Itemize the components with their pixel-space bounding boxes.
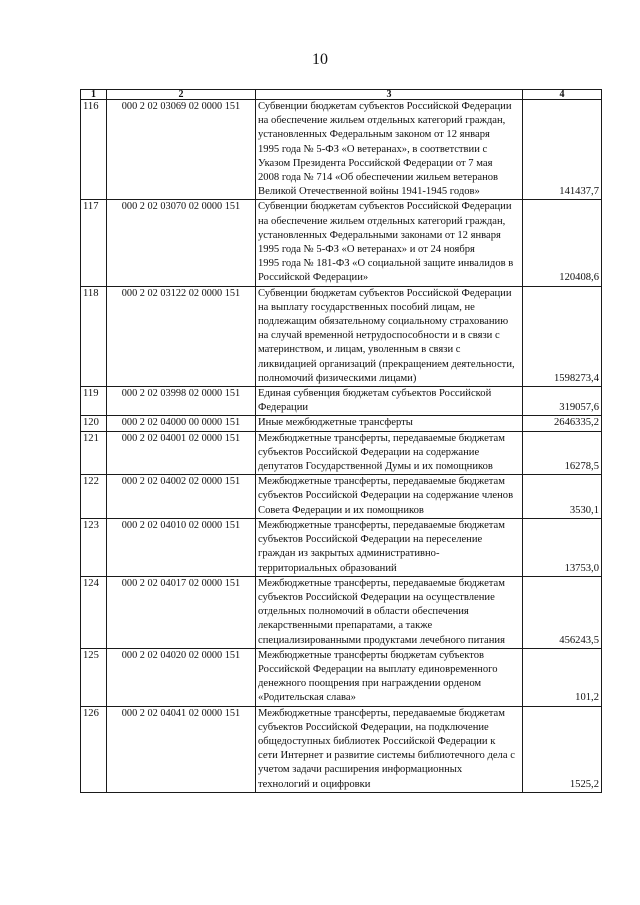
column-header-1: 1 [81, 90, 107, 100]
budget-code: 000 2 02 03122 02 0000 151 [107, 286, 256, 386]
item-name-line: субъектов Российской Федерации, на подключение [258, 721, 489, 733]
budget-code: 000 2 02 04010 02 0000 151 [107, 518, 256, 576]
item-name [256, 416, 523, 431]
row-number: 125 [81, 648, 107, 706]
row-number: 119 [81, 387, 107, 416]
item-name-line: специализированными продуктами лечебного питания [258, 634, 505, 646]
item-name [256, 576, 523, 648]
item-name-line: установленных Федеральными законами от 12 января [258, 229, 501, 241]
item-name-line: субъектов Российской Федерации на содержание членов [258, 490, 514, 502]
item-name-line: на выплату государственных пособий лицам, не [258, 301, 475, 313]
table-row [81, 518, 602, 576]
table-row [81, 475, 602, 519]
item-name-line: граждан из закрытых административно- [258, 548, 440, 560]
item-name-line: материнством, и лицам, уволенным в связи с [258, 344, 461, 356]
item-name-line: территориальных образований [258, 562, 397, 574]
row-number: 116 [81, 100, 107, 200]
table-row [81, 387, 602, 416]
item-name-line: Субвенции бюджетам субъектов Российской Федерации [258, 287, 512, 299]
row-number: 118 [81, 286, 107, 386]
item-name-line: Российской Федерации на выплату единовременного [258, 663, 498, 675]
amount: 120408,6 [523, 200, 602, 286]
row-number: 121 [81, 431, 107, 475]
table-row [81, 100, 602, 200]
item-name-line: Субвенции бюджетам субъектов Российской Федерации [258, 201, 512, 213]
item-name-line: Субвенции бюджетам субъектов Российской Федерации [258, 101, 512, 112]
amount: 16278,5 [523, 431, 602, 475]
item-name-line: Межбюджетные трансферты, передаваемые бюджетам [258, 476, 505, 488]
row-number: 120 [81, 416, 107, 431]
item-name-line: подлежащим обязательному социальному страхованию [258, 316, 509, 328]
budget-code: 000 2 02 04000 00 0000 151 [107, 416, 256, 431]
item-name-line: Межбюджетные трансферты, передаваемые бюджетам [258, 707, 505, 719]
item-name-line: технологий и оцифровки [258, 778, 371, 790]
item-name-line: ликвидацией организаций (прекращением деятельности, [258, 358, 515, 370]
item-name-line: Межбюджетные трансферты бюджетам субъектов [258, 649, 485, 661]
item-name-line: субъектов Российской Федерации на переселение [258, 534, 483, 546]
item-name-line: общедоступных библиотек Российской Федерации к [258, 735, 496, 747]
item-name-line: лекарственными препаратами, а также [258, 620, 433, 632]
budget-code: 000 2 02 04001 02 0000 151 [107, 431, 256, 475]
row-number: 123 [81, 518, 107, 576]
item-name-line: депутатов Государственной Думы и их помощников [258, 461, 493, 473]
item-name-line: Единая субвенция бюджетам субъектов Российской [258, 388, 492, 400]
item-name-line: сети Интернет и развитие системы библиотечного дела с [258, 750, 515, 762]
budget-code: 000 2 02 03998 02 0000 151 [107, 387, 256, 416]
item-name [256, 518, 523, 576]
budget-table [80, 89, 602, 793]
budget-code: 000 2 02 04041 02 0000 151 [107, 706, 256, 792]
amount: 1598273,4 [523, 286, 602, 386]
item-name [256, 648, 523, 706]
amount: 101,2 [523, 648, 602, 706]
item-name-line: Федерации [258, 402, 309, 414]
row-number: 124 [81, 576, 107, 648]
table-row [81, 648, 602, 706]
item-name-line: на обеспечение жильем отдельных категорий граждан, [258, 215, 506, 227]
item-name-line: субъектов Российской Федерации на содержание [258, 446, 480, 458]
item-name-line: 1995 года № 5-ФЗ «О ветеранах» и от 24 ноября [258, 244, 475, 256]
item-name [256, 200, 523, 286]
item-name-line: на случай временной нетрудоспособности и в связи с [258, 330, 500, 342]
column-header-2: 2 [107, 90, 256, 100]
item-name-line: 1995 года № 181-ФЗ «О социальной защите инвалидов в [258, 258, 514, 270]
table-row [81, 416, 602, 431]
item-name-line: «Родительская слава» [258, 692, 356, 704]
item-name-line: отдельных полномочий в области обеспечения [258, 606, 469, 618]
row-number: 117 [81, 200, 107, 286]
table-header-row [81, 90, 602, 100]
item-name [256, 286, 523, 386]
item-name [256, 431, 523, 475]
table-row [81, 286, 602, 386]
budget-code: 000 2 02 03070 02 0000 151 [107, 200, 256, 286]
amount: 3530,1 [523, 475, 602, 519]
column-header-4: 4 [523, 90, 602, 100]
item-name-line: Указом Президента Российской Федерации от 7 мая [258, 157, 493, 169]
item-name-line: 1995 года № 5-ФЗ «О ветеранах», в соответствии с [258, 143, 488, 155]
item-name-line: Великой Отечественной войны 1941-1945 годов» [258, 186, 480, 198]
budget-code: 000 2 02 04020 02 0000 151 [107, 648, 256, 706]
table-row [81, 200, 602, 286]
table-row [81, 431, 602, 475]
amount: 1525,2 [523, 706, 602, 792]
budget-code: 000 2 02 03069 02 0000 151 [107, 100, 256, 200]
budget-code: 000 2 02 04017 02 0000 151 [107, 576, 256, 648]
column-header-3: 3 [256, 90, 523, 100]
item-name-line: Российской Федерации» [258, 272, 369, 284]
item-name [256, 100, 523, 200]
item-name-line: полномочий физическими лицами) [258, 372, 417, 384]
item-name-line: денежного поощрения при награждении орденом [258, 678, 482, 690]
budget-code: 000 2 02 04002 02 0000 151 [107, 475, 256, 519]
item-name-line: Иные межбюджетные трансферты [258, 417, 413, 429]
row-number: 122 [81, 475, 107, 519]
table-row [81, 706, 602, 792]
amount: 456243,5 [523, 576, 602, 648]
table-row [81, 576, 602, 648]
item-name-line: установленных Федеральным законом от 12 января [258, 129, 490, 141]
item-name-line: Межбюджетные трансферты, передаваемые бюджетам [258, 519, 505, 531]
amount: 13753,0 [523, 518, 602, 576]
item-name [256, 387, 523, 416]
item-name-line: на обеспечение жильем отдельных категорий граждан, [258, 115, 506, 127]
row-number: 126 [81, 706, 107, 792]
item-name-line: учетом задачи расширения информационных [258, 764, 463, 776]
item-name [256, 706, 523, 792]
page-number: 10 [312, 51, 328, 68]
amount: 141437,7 [523, 100, 602, 200]
item-name-line: 2008 года № 714 «Об обеспечении жильем ветеранов [258, 172, 499, 184]
item-name-line: субъектов Российской Федерации на осуществление [258, 591, 495, 603]
amount: 2646335,2 [523, 416, 602, 431]
amount: 319057,6 [523, 387, 602, 416]
item-name-line: Межбюджетные трансферты, передаваемые бюджетам [258, 432, 505, 444]
item-name-line: Совета Федерации и их помощников [258, 504, 424, 516]
item-name [256, 475, 523, 519]
item-name-line: Межбюджетные трансферты, передаваемые бюджетам [258, 577, 505, 589]
